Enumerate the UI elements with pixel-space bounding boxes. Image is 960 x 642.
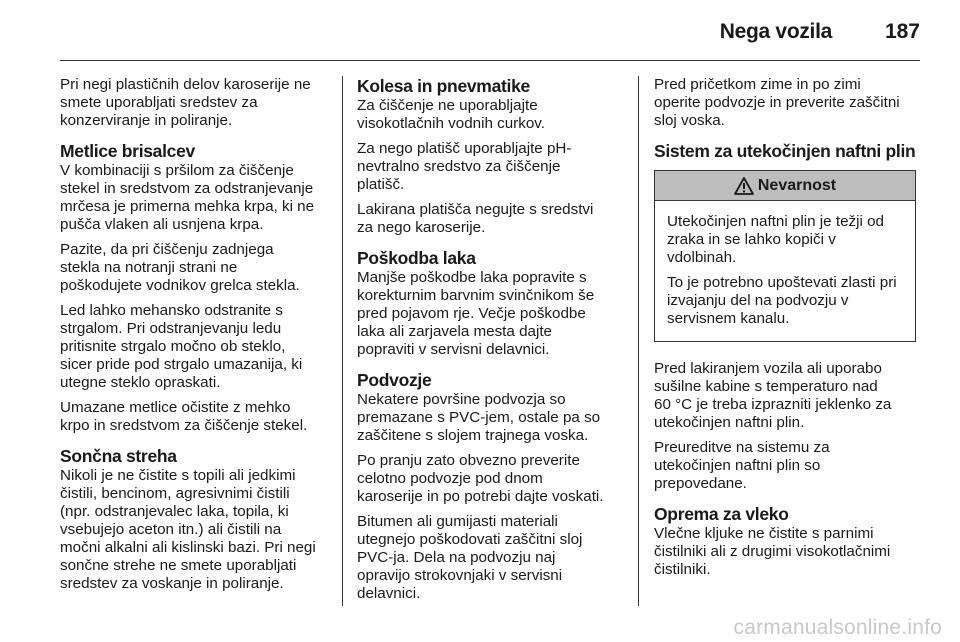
sunroof-heading: Sončna streha (60, 446, 177, 466)
wipers-heading: Metlice brisalcev (60, 141, 195, 161)
paint-damage-paragraph: Manjše poškodbe laka popravite s korekturnim barvnim svinčnikom še pred pojavom rje. Večje poškodbe laka ali zarjavela mesta dajte popraviti v servisni delavnici. (357, 269, 595, 358)
plastic-care-paragraph: Pri negi plastičnih delov karoserije ne smete uporabljati sredstev za konzerviranje in poliranje. (60, 76, 311, 129)
danger-notice (654, 170, 916, 342)
danger-notice-paragraph-1: Utekočinjen naftni plin je težji od zraka in se lahko kopiči v vdolbinah. (667, 213, 884, 266)
column-1 (60, 76, 328, 600)
page-number: 187 (884, 20, 920, 43)
warning-triangle-icon (734, 177, 754, 195)
towing-heading: Oprema za vleko (654, 504, 789, 524)
danger-notice-paragraph-2: To je potrebno upoštevati zlasti pri izvajanju del na podvozju v servisnem kanalu. (667, 274, 897, 327)
lpg-system-heading: Sistem za utekočinjen naftni plin (654, 141, 916, 161)
underbody-paragraph-3: Bitumen ali gumijasti materiali utegnejo poškodovati zaščitni sloj PVC-ja. Dela na podvozju naj opravijo strokovnjaki v servisni delavnici. (357, 513, 583, 602)
danger-notice-header (655, 171, 915, 201)
danger-notice-body (655, 201, 915, 341)
underbody-heading: Podvozje (357, 370, 432, 390)
danger-notice-title: Nevarnost (757, 176, 837, 194)
wheels-heading: Kolesa in pnevmatike (357, 76, 530, 96)
wheels-paragraph-1: Za čiščenje ne uporabljajte visokotlačnih vodnih curkov. (357, 97, 545, 132)
wipers-paragraph-4: Umazane metlice očistite z mehko krpo in sredstvom za čiščenje stekel. (60, 399, 308, 434)
winter-underbody-paragraph: Pred pričetkom zime in po zimi operite podvozje in preverite zaščitni sloj voska. (654, 76, 900, 129)
wheels-paragraph-2: Za nego platišč uporabljajte pH- nevtralno sredstvo za čiščenje platišč. (357, 140, 572, 193)
lpg-paragraph-2: Preureditve na sistemu za utekočinjen naftni plin so prepovedane. (654, 439, 830, 492)
towing-paragraph: Vlečne kljuke ne čistite s parnimi čistilniki ali z drugimi visokotlačnimi čistilniki. (654, 525, 891, 578)
underbody-paragraph-2: Po pranju zato obvezno preverite celotno podvozje pod dnom karoserije in po potrebi dajte voskati. (357, 452, 604, 505)
underbody-paragraph-1: Nekatere površine podvozja so premazane s PVC-jem, ostale pa so zaščitene s slojem trajnega voska. (357, 391, 601, 444)
wheels-paragraph-3: Lakirana platišča negujte s sredstvi za nego karoserije. (357, 201, 594, 236)
lpg-paragraph-1: Pred lakiranjem vozila ali uporabo sušilne kabine s temperaturo nad 60 °C je treba izprazniti jeklenko za utekočinjen naftni plin. (654, 360, 892, 431)
section-title: Nega vozila (719, 20, 832, 43)
column-divider-1 (342, 76, 343, 606)
wipers-paragraph-2: Pazite, da pri čiščenju zadnjega stekla na notranji strani ne poškodujete vodnikov grelca stekla. (60, 241, 300, 294)
wipers-paragraph-3: Led lahko mehansko odstranite s strgalom. Pri odstranjevanju ledu pritisnite strgalo močno ob steklo, sicer pride pod strgalo umazanija, ki utegne steklo opraskati. (60, 302, 303, 391)
sunroof-paragraph: Nikoli je ne čistite s topili ali jedkimi čistili, bencinom, agresivnimi čistili (npr. odstranjevalec laka, topila, ki vsebujejo aceton itn.) ali čistili na močni alkalni ali kislinski bazi. Pri negi sončne strehe ne smete uporabljati sredstev za voskanje in poliranje. (60, 467, 316, 592)
watermark: carmanualsonline.info (733, 616, 942, 639)
column-2 (357, 76, 627, 610)
page-header (60, 16, 920, 48)
paint-damage-heading: Poškodba laka (357, 248, 476, 268)
header-rule (60, 60, 920, 61)
wipers-paragraph-1: V kombinaciji s pršilom za čiščenje stekel in sredstvom za odstranjevanje mrčesa je primerna mehka krpa, ki ne pušča vlaken ali usnjena krpa. (60, 162, 315, 233)
column-3 (654, 76, 916, 586)
column-divider-2 (638, 76, 639, 606)
